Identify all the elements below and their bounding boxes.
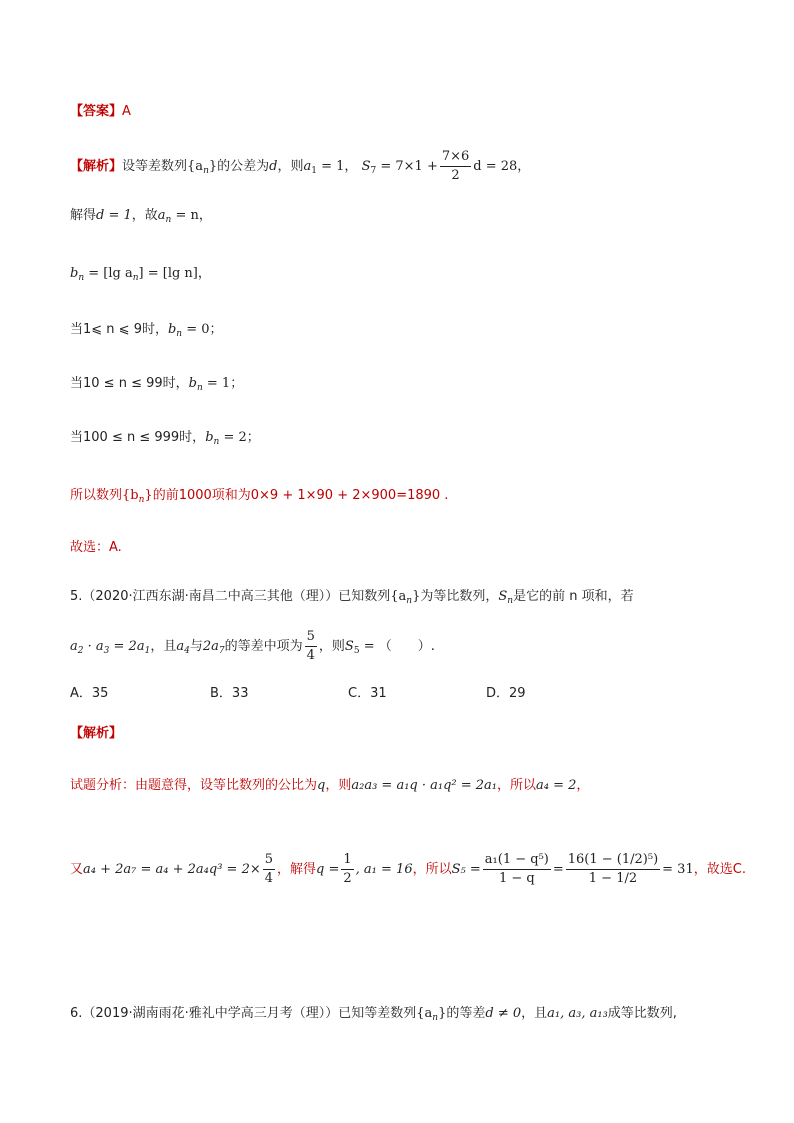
- math-result: = 31: [662, 862, 694, 877]
- analysis-line-8: 故选：A.: [70, 540, 122, 555]
- fraction-5-over-4: $\frac{5}{4}$: [306, 629, 315, 663]
- math-q: q: [317, 778, 326, 793]
- math-a1: , a₁ = 16: [355, 862, 413, 877]
- text: 的等差中项为: [224, 639, 303, 654]
- text: ，且: [521, 1006, 548, 1021]
- answer-label: 【答案】: [70, 104, 123, 119]
- text: ，故选: [693, 862, 733, 877]
- question-5-line-2: [70, 628, 435, 665]
- sequence-an: $\{a_n\}$: [390, 589, 421, 606]
- sequence-bn: $\{b_n\}$: [122, 488, 153, 505]
- text: 的公差为: [217, 159, 270, 174]
- math-a1: $a_1 = 1$，: [303, 159, 358, 176]
- math-d-neq: d ≠ 0: [485, 1006, 522, 1021]
- analysis-line-3: [70, 264, 211, 288]
- math-eq: =: [552, 862, 564, 877]
- analysis-label: 【解析】: [70, 726, 123, 741]
- option-d[interactable]: D．29: [486, 686, 526, 701]
- text: ，所以: [412, 862, 452, 877]
- fraction-1-over-2: $\frac{1}{2}$: [343, 852, 352, 886]
- text: 设等差数列: [122, 159, 188, 174]
- option-b[interactable]: B．33: [210, 686, 249, 701]
- text: ，: [576, 778, 590, 793]
- math-tail: d = 28，: [473, 159, 531, 174]
- question-stem: 6.（2019·湖南雨花·雅礼中学高三月考（理））已知等差数列: [70, 1006, 417, 1021]
- analysis2-line-1: [70, 776, 589, 796]
- analysis-line-6: [70, 428, 260, 452]
- text: ，则: [318, 639, 345, 654]
- text: 解得: [70, 208, 97, 223]
- math-bn: $b_n = 0$；: [167, 322, 223, 339]
- text: ，则: [325, 778, 352, 793]
- math-s5: $S_5$ = （ ）.: [344, 639, 435, 656]
- analysis-line-4: [70, 320, 223, 344]
- analysis2-line-2: [70, 840, 746, 900]
- math-2a7: $2a_7$: [202, 639, 225, 656]
- fraction-5-over-4: $\frac{5}{4}$: [264, 852, 274, 886]
- answer-value: A: [122, 104, 131, 119]
- analysis2-label-line: [70, 724, 122, 744]
- math-d-eq: d = 1: [96, 208, 132, 223]
- math-bn: $b_n = 1$；: [188, 376, 244, 393]
- question-5-line-1: [70, 587, 634, 611]
- text: ，所以: [497, 778, 537, 793]
- sequence-an: $\{a_n\}$: [416, 1006, 447, 1023]
- analysis-label: 【解析】: [70, 159, 123, 174]
- question-stem: 5.（2020·江西东湖·南昌二中高三其他（理））已知数列: [70, 589, 391, 604]
- fraction-7x6-over-2: $\frac{7\times 6}{2}$: [441, 149, 470, 183]
- text: 为等比数列，: [420, 589, 499, 604]
- text: ，解得: [277, 862, 317, 877]
- text: ，则: [277, 159, 304, 174]
- answer-line: [70, 102, 131, 122]
- analysis-line-5: [70, 374, 243, 398]
- text: 的前1000项和为0×9 + 1×90 + 2×900=1890 .: [152, 488, 449, 503]
- analysis-line-7: [70, 486, 448, 510]
- fraction-sum-value: $\frac{\text{16(1 − (1/2)⁵)}}{1 - 1/2}$: [567, 852, 659, 886]
- text: 当10 ≤ n ≤ 99时，: [70, 376, 189, 391]
- math-bn: $b_n = [\lg$ $a_n] = [\lg$ n]，: [70, 266, 211, 283]
- text: 成等比数列,: [607, 1006, 677, 1021]
- text: 当1⩽ n ⩽ 9时，: [70, 322, 168, 337]
- question-6-line-1: [70, 1004, 677, 1028]
- math-an: $a_n = n$，: [157, 208, 212, 225]
- math-d: d: [269, 159, 278, 174]
- answer-choice: C.: [732, 862, 746, 877]
- text: ，且: [150, 639, 177, 654]
- fraction-sum-formula: $\frac{\text{a₁(1 − q⁵)}}{1 - q}$: [484, 852, 549, 886]
- text: 与: [189, 639, 203, 654]
- math-s7: $S_7 = 7\times 1$ +: [361, 159, 438, 176]
- text: 又: [70, 862, 84, 877]
- math-sn: $S_n$: [498, 589, 514, 606]
- math-a4-eq: a₄ = 2: [536, 778, 577, 793]
- math-q: q =: [316, 862, 340, 877]
- text: 所以数列: [70, 488, 123, 503]
- math-s5: S₅ =: [451, 862, 481, 877]
- math-terms: a₁, a₃, a₁₃: [547, 1006, 608, 1021]
- option-c[interactable]: C．31: [348, 686, 387, 701]
- math-bn: $b_n = 2$；: [205, 430, 260, 447]
- analysis-line-1: [70, 148, 530, 185]
- option-a[interactable]: A．35: [70, 686, 109, 701]
- text: ，故: [131, 208, 158, 223]
- math-a2a3: $a_2 \cdot a_3 = 2a_1$: [70, 639, 151, 656]
- math-equation: a₄ + 2a₇ = a₄ + 2a₄q³ = 2×: [83, 862, 261, 877]
- text: 是它的前 n 项和，若: [513, 589, 634, 604]
- text: 的等差: [446, 1006, 486, 1021]
- math-a4: $a_4$: [176, 639, 190, 656]
- sequence-an: $\{a_n\}$: [187, 159, 218, 176]
- analysis-line-2: [70, 206, 212, 230]
- math-equation: a₂a₃ = a₁q · a₁q² = 2a₁: [351, 778, 498, 793]
- text: 试题分析：由题意得，设等比数列的公比为: [70, 778, 318, 793]
- text: 当100 ≤ n ≤ 999时，: [70, 430, 206, 445]
